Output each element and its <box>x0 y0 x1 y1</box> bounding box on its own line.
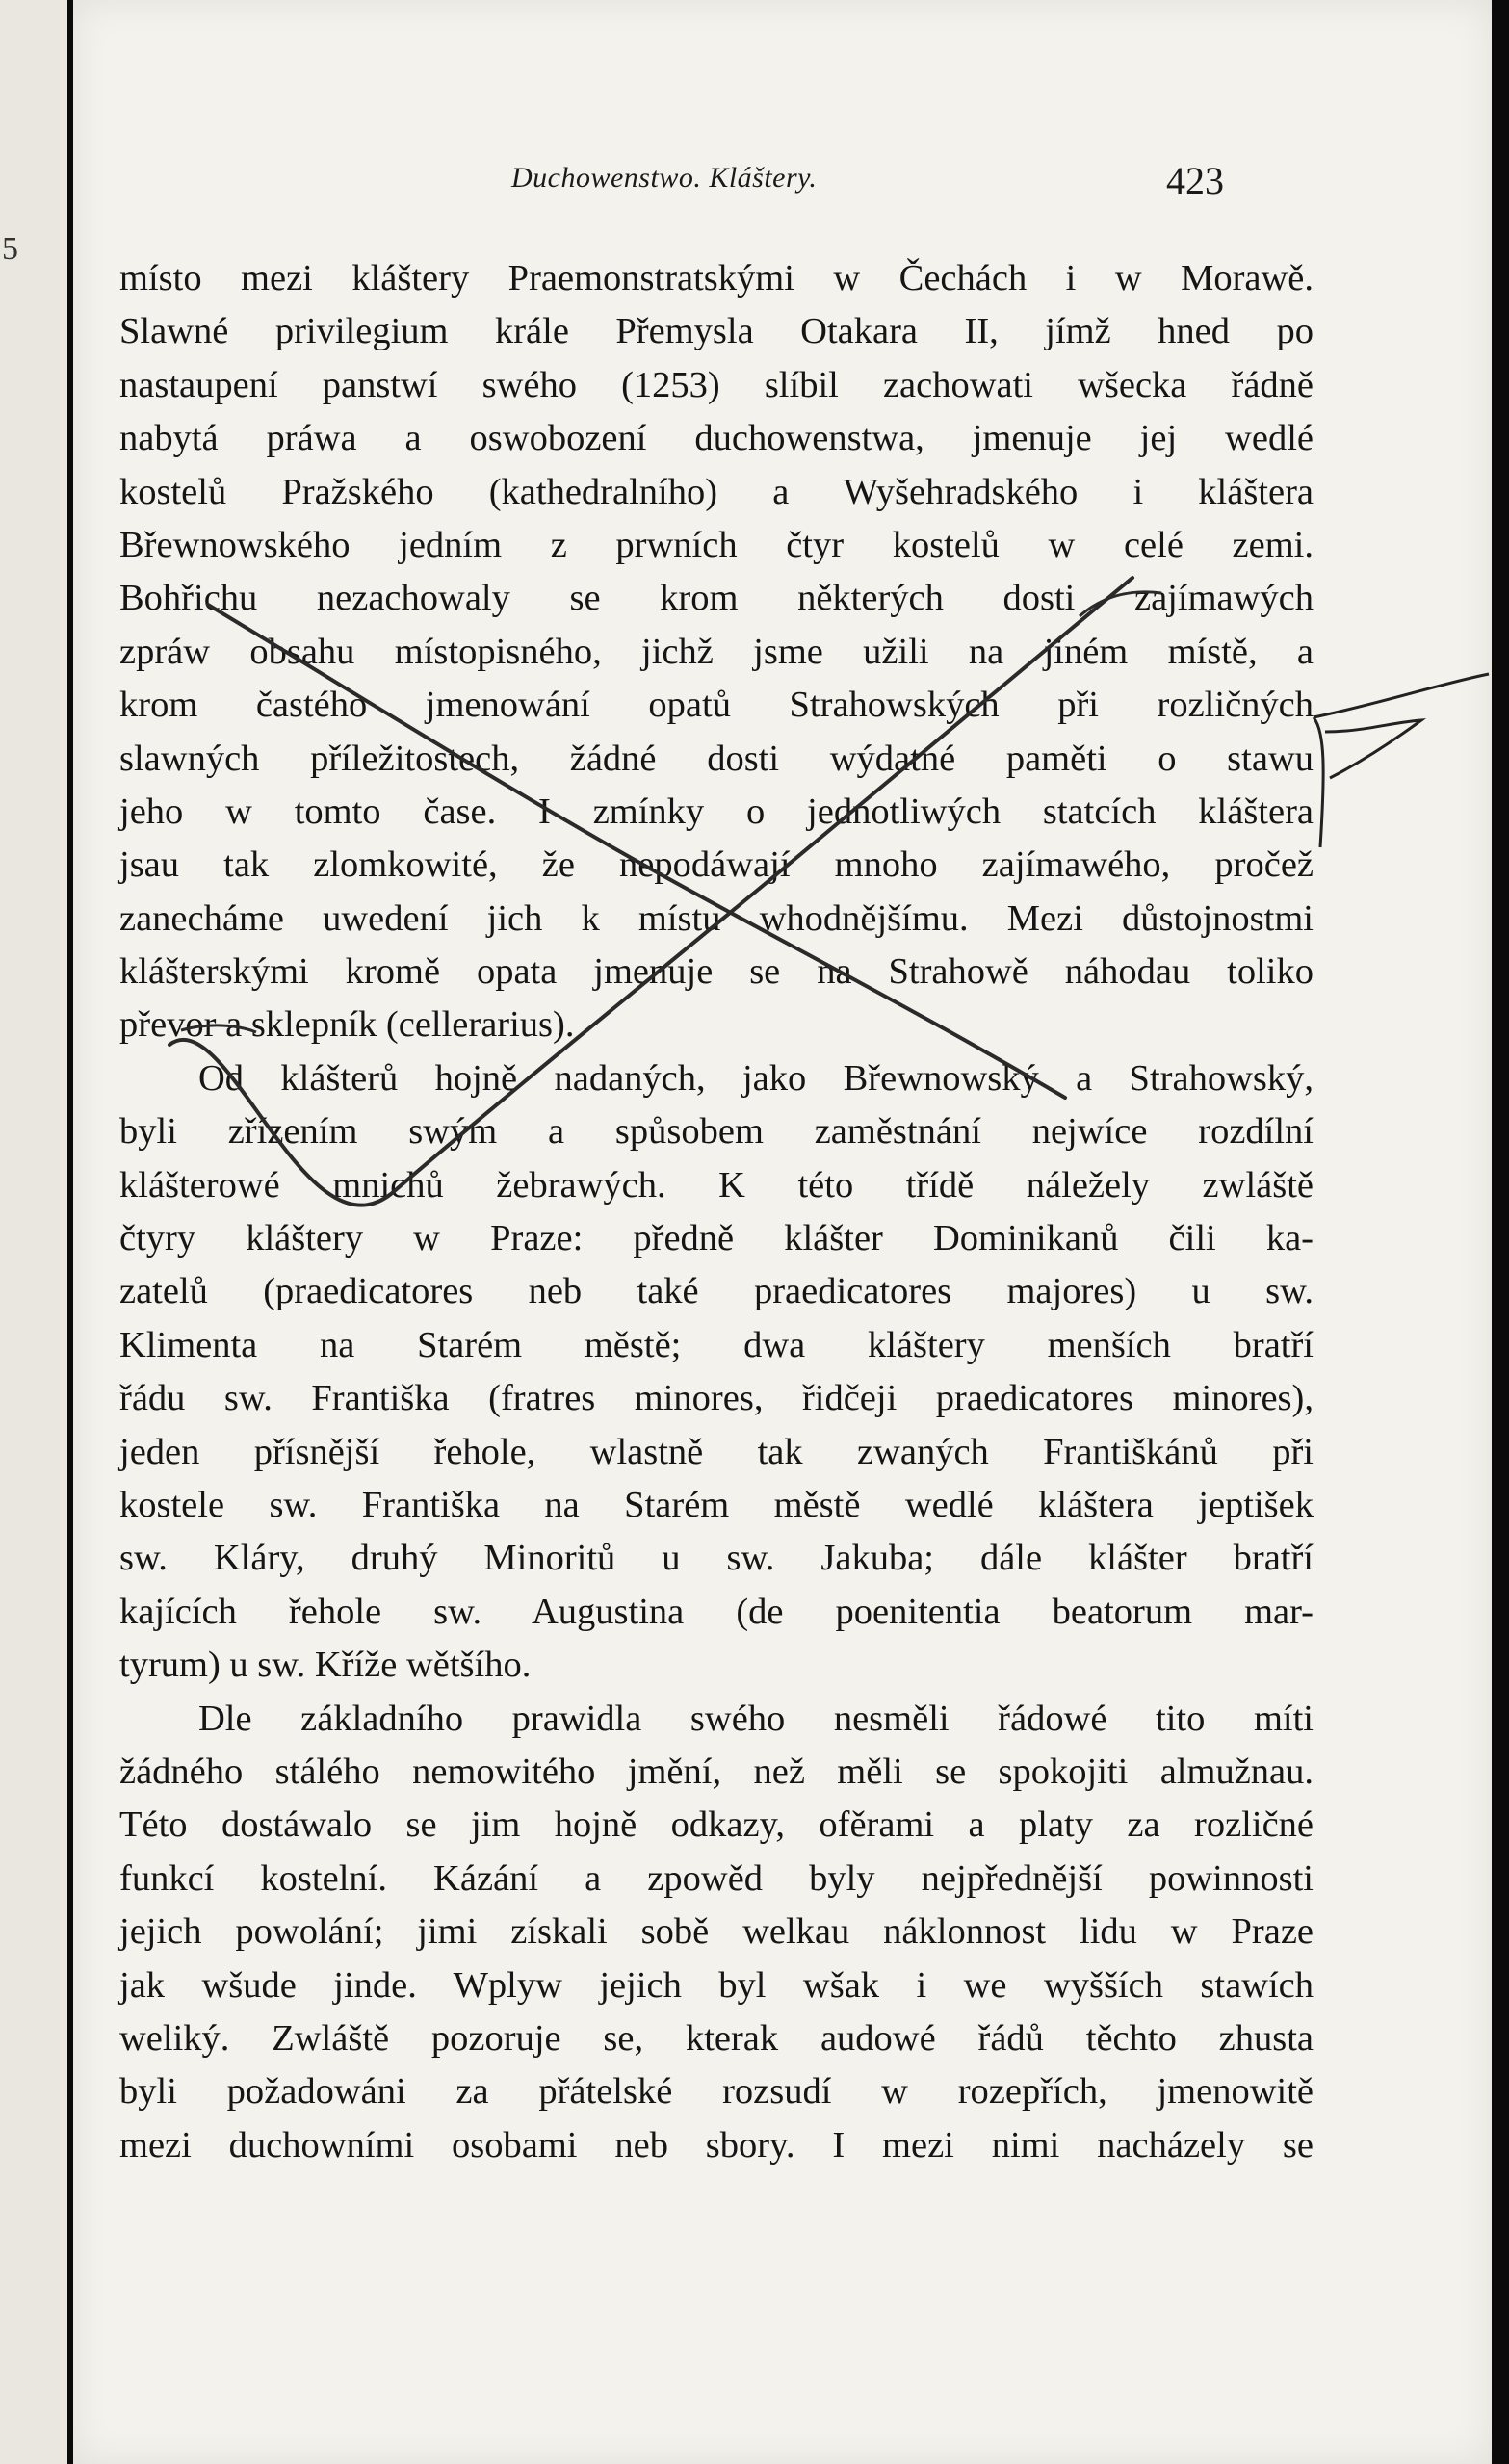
text-line: Od klášterů hojně nadaných, jako Břewnowský a Strahowský, <box>198 1057 1314 1099</box>
page-number: 423 <box>1166 159 1224 202</box>
page-body-text <box>119 252 1314 2172</box>
text-line: Břewnowského jedním z prwních čtyr kostelů w celé zemi. <box>119 524 1314 565</box>
text-line: kajících řehole sw. Augustina (de poenitentia beatorum mar- <box>119 1591 1314 1632</box>
text-line: byli požadowáni za přátelské rozsudí w rozepřích, jmenowitě <box>119 2071 1314 2113</box>
text-line: jsau tak zlomkowité, že nepodáwají mnoho zajímawého, pročež <box>119 844 1314 886</box>
text-line: byli zřízením swým a spůsobem zaměstnání nejwíce rozdílní <box>119 1111 1314 1153</box>
text-line: žádného stálého nemowitého jmění, než měli se spokojiti almužnau. <box>119 1751 1314 1792</box>
text-line: čtyry kláštery w Praze: předně klášter Dominikanů čili ka- <box>119 1218 1314 1259</box>
text-line: tyrum) u sw. Kříže wětšího. <box>119 1645 532 1686</box>
text-line: Klimenta na Starém městě; dwa kláštery menších bratří <box>119 1324 1314 1365</box>
text-line: jak wšude jinde. Wplyw jejich byl wšak i we wyšších stawích <box>119 1964 1314 2006</box>
book-page <box>73 0 1492 2464</box>
text-line: kostele sw. Františka na Starém městě wedlé kláštera jeptišek <box>119 1484 1314 1525</box>
text-line: Slawné privilegium krále Přemysla Otakara II, jímž hned po <box>119 311 1314 352</box>
text-line: klášterowé mnichů žebrawých. K této třídě náležely zwláště <box>119 1164 1314 1206</box>
text-line: řádu sw. Františka (fratres minores, řidčeji praedicatores minores), <box>119 1378 1314 1419</box>
text-line: sw. Kláry, druhý Minoritů u sw. Jakuba; dále klášter bratří <box>119 1538 1314 1579</box>
text-line: Bohřichu nezachowaly se krom některých dosti zajímawých <box>119 578 1314 619</box>
adjacent-page-edge <box>0 0 67 2464</box>
text-line: převor a sklepník (cellerarius). <box>119 1004 575 1046</box>
page-header <box>73 154 1492 212</box>
text-line: zatelů (praedicatores neb také praedicatores majores) u sw. <box>119 1271 1314 1312</box>
text-line: jeden přísnější řehole, wlastně tak zwaných Františkánů při <box>119 1431 1314 1472</box>
text-line: jeho w tomto čase. I zmínky o jednotliwých statcích kláštera <box>119 791 1314 832</box>
text-line: Této dostáwalo se jim hojně odkazy, ofěrami a platy za rozličné <box>119 1804 1314 1846</box>
text-line: Dle základního prawidla swého nesměli řádowé tito míti <box>198 1698 1314 1739</box>
text-line: místo mezi kláštery Praemonstratskými w Čechách i w Morawě. <box>119 258 1314 298</box>
text-line: krom častého jmenowání opatů Strahowských při rozličných <box>119 685 1314 726</box>
text-line: klášterskými kromě opata jmenuje se na Strahowě náhodau toliko <box>119 951 1314 993</box>
text-line: zpráw obsahu místopisného, jichž jsme užili na jiném místě, a <box>119 631 1314 672</box>
text-line: jejich powolání; jimi získali sobě welkau náklonnost lidu w Praze <box>119 1911 1314 1953</box>
running-head: Duchowenstwo. Kláštery. <box>511 162 818 194</box>
text-line: mezi duchowními osobami neb sbory. I mezi nimi nacházely se <box>119 2124 1314 2166</box>
text-line: slawných příležitostech, žádné dosti wýdatné paměti o stawu <box>119 738 1314 779</box>
text-line: kostelů Pražského (kathedralního) a Wyšehradského i kláštera <box>119 471 1314 512</box>
text-line: funkcí kostelní. Kázání a zpowěd byly nejpřednější powinnosti <box>119 1857 1314 1899</box>
text-line: weliký. Zwláště pozoruje se, kterak audowé řádů těchto zhusta <box>119 2017 1314 2059</box>
text-line: nabytá práwa a oswobození duchowenstwa, jmenuje jej wedlé <box>119 418 1314 459</box>
text-line: zanecháme uwedení jich k místu whodnějšímu. Mezi důstojnostmi <box>119 897 1314 939</box>
margin-mark: 5 <box>2 231 18 267</box>
text-line: nastaupení panstwí swého (1253) slíbil zachowati wšecka řádně <box>119 364 1314 405</box>
